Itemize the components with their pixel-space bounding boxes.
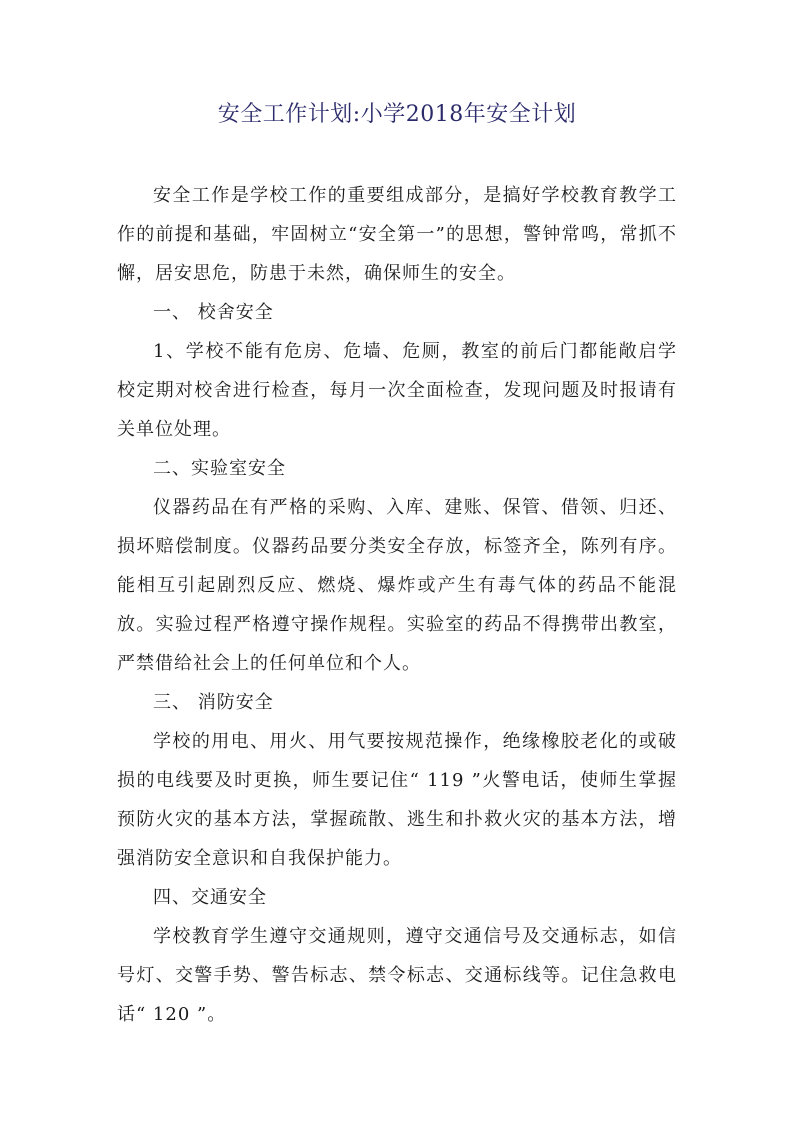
intro-paragraph: 安全工作是学校工作的重要组成部分，是搞好学校教育教学工作的前提和基础，牢固树立“安全第一”的思想，警钟常鸣，常抓不懈，居安思危，防患于未然，确保师生的安全。 <box>117 185 677 284</box>
section-heading-traffic-safety: 四、交通安全 <box>153 887 267 908</box>
section-body-school-buildings: 1、学校不能有危房、危墙、危厕，教室的前后门都能敞启学校定期对校舍进行检查，每月一次全面检查，发现问题及时报请有关单位处理。 <box>117 341 677 440</box>
section-heading-school-buildings: 一、 校舍安全 <box>153 302 274 323</box>
section-body-traffic-safety: 学校教育学生遵守交通规则，遵守交通信号及交通标志，如信号灯、交警手势、警告标志、禁令标志、交通标线等。记住急救电话“ 120 ”。 <box>117 926 677 1025</box>
page-title: 安全工作计划:小学2018年安全计划 <box>217 102 577 127</box>
section-body-fire-safety: 学校的用电、用火、用气要按规范操作，绝缘橡胶老化的或破损的电线要及时更换，师生要记住“ 119 ”火警电话，使师生掌握预防火灾的基本方法，掌握疏散、逃生和扑救火灾的基本方法，增强消防安全意识和自我保护能力。 <box>117 731 677 869</box>
section-body-laboratory: 仪器药品在有严格的采购、入库、建账、保管、借领、归还、损坏赔偿制度。仪器药品要分类安全存放，标签齐全，陈列有序。能相互引起剧烈反应、燃烧、爆炸或产生有毒气体的药品不能混放。实验过程严格遵守操作规程。实验室的药品不得携带出教室，严禁借给社会上的任何单位和个人。 <box>117 497 677 674</box>
section-heading-fire-safety: 三、 消防安全 <box>153 692 274 713</box>
document-body <box>117 176 677 1034</box>
section-heading-laboratory: 二、实验室安全 <box>153 458 286 479</box>
